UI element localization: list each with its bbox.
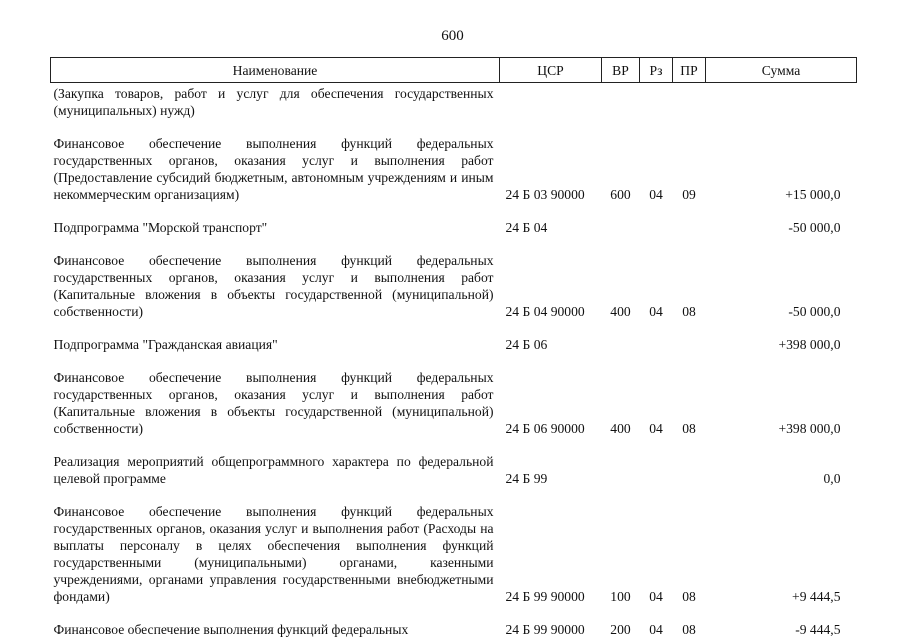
row-pr: 08 [682, 589, 696, 604]
row-vr [602, 83, 640, 123]
header-sum: Сумма [706, 58, 857, 83]
row-name: Финансовое обеспечение выполнения функций федеральных государственных органов, оказания услуг и выполнения работ (Предоставление субсидий бюджетным, автономным учреждениям и иным некоммерческим организациям) [53, 136, 494, 202]
table-row [51, 206, 857, 239]
row-rz [640, 83, 673, 123]
row-rz: 04 [649, 421, 663, 436]
row-vr: 400 [610, 304, 631, 319]
header-csr: ЦСР [500, 58, 602, 83]
row-sum: -9 444,5 [795, 622, 841, 637]
row-sum: +9 444,5 [792, 589, 841, 604]
header-vr: ВР [602, 58, 640, 83]
row-vr [602, 323, 640, 356]
row-vr: 200 [610, 622, 631, 637]
table-row [51, 608, 857, 641]
row-csr: 24 Б 04 [505, 220, 548, 235]
table-row [51, 490, 857, 608]
row-sum: +15 000,0 [785, 187, 841, 202]
row-sum: -50 000,0 [788, 304, 841, 319]
table-row [51, 239, 857, 323]
row-sum [706, 83, 857, 123]
row-csr [500, 83, 602, 123]
row-pr: 09 [682, 187, 696, 202]
row-rz: 04 [649, 589, 663, 604]
row-pr [673, 83, 706, 123]
header-rz: Рз [640, 58, 673, 83]
row-pr [673, 206, 706, 239]
table-row [51, 122, 857, 206]
row-name: Подпрограмма "Гражданская авиация" [53, 337, 278, 352]
header-name: Наименование [51, 58, 500, 83]
table-row [51, 356, 857, 440]
row-pr: 08 [682, 421, 696, 436]
row-name: Финансовое обеспечение выполнения функций федеральных государственных органов, оказания услуг и выполнения работ (Капитальные вложения в объекты государственной (муниципальной) собственности) [53, 370, 494, 436]
row-name: Подпрограмма "Морской транспорт" [53, 220, 268, 235]
table-row [51, 83, 857, 123]
row-sum: +398 000,0 [778, 337, 841, 352]
row-csr: 24 Б 04 90000 [505, 304, 585, 319]
row-sum: +398 000,0 [778, 421, 841, 436]
table-row [51, 440, 857, 490]
row-vr [602, 440, 640, 490]
table-header-row [51, 58, 857, 83]
row-rz: 04 [649, 187, 663, 202]
row-csr: 24 Б 99 90000 [505, 589, 585, 604]
row-name: Финансовое обеспечение выполнения функций федеральных государственных органов, оказания услуг и выполнения работ (Расходы на выплаты персоналу в целях обеспечения выполнения функций государственными (муниципальными) органами, казенными учреждениями, органами управления государственными внебюджетными фондами) [53, 504, 494, 604]
row-csr: 24 Б 99 [505, 471, 548, 486]
row-pr [673, 323, 706, 356]
row-rz: 04 [649, 622, 663, 637]
row-pr: 08 [682, 622, 696, 637]
page-number: 600 [441, 28, 464, 44]
row-vr [602, 206, 640, 239]
row-sum: -50 000,0 [788, 220, 841, 235]
row-pr: 08 [682, 304, 696, 319]
row-csr: 24 Б 06 90000 [505, 421, 585, 436]
row-sum: 0,0 [823, 471, 841, 486]
row-vr: 600 [610, 187, 631, 202]
row-name: Финансовое обеспечение выполнения функций федеральных [53, 622, 409, 637]
row-pr [673, 440, 706, 490]
row-csr: 24 Б 06 [505, 337, 548, 352]
row-rz [640, 323, 673, 356]
row-rz [640, 206, 673, 239]
row-vr: 400 [610, 421, 631, 436]
row-csr: 24 Б 99 90000 [505, 622, 585, 637]
row-name: Реализация мероприятий общепрограммного характера по федеральной целевой программе [53, 454, 494, 486]
row-name: (Закупка товаров, работ и услуг для обеспечения государственных (муниципальных) нужд) [53, 86, 494, 118]
table-row [51, 323, 857, 356]
header-pr: ПР [673, 58, 706, 83]
row-csr: 24 Б 03 90000 [505, 187, 585, 202]
row-rz: 04 [649, 304, 663, 319]
row-name: Финансовое обеспечение выполнения функций федеральных государственных органов, оказания услуг и выполнения работ (Капитальные вложения в объекты государственной (муниципальной) собственности) [53, 253, 494, 319]
row-rz [640, 440, 673, 490]
row-vr: 100 [610, 589, 631, 604]
budget-table [50, 57, 857, 641]
